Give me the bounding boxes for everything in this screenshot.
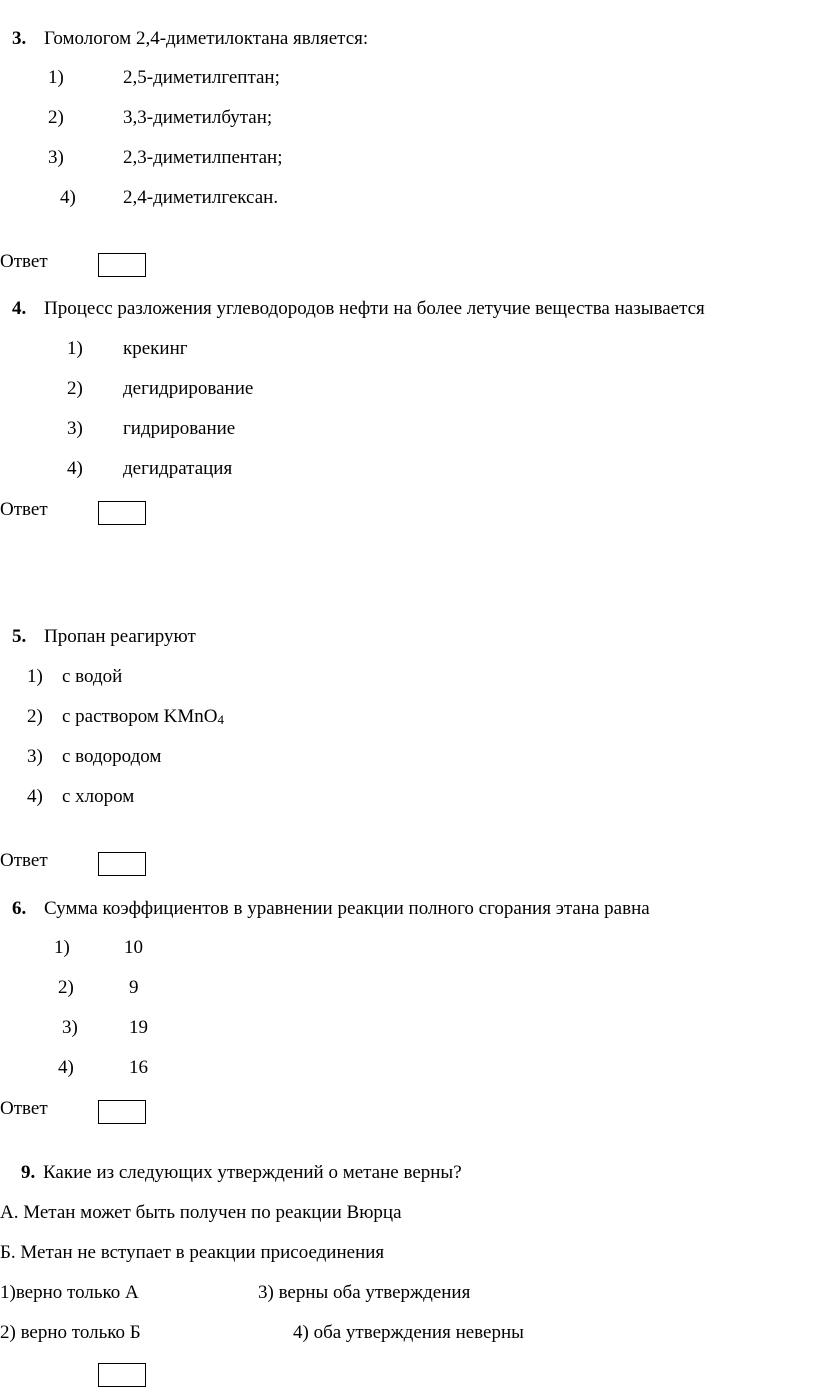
q4-option-3-text: гидрирование: [123, 418, 236, 439]
q9-text: Какие из следующих утверждений о метане верны?: [43, 1162, 462, 1183]
q3-text: Гомологом 2,4-диметилоктана является:: [44, 28, 369, 49]
q6-option-4-text: 16: [129, 1057, 148, 1078]
q5-option-2-text: с раствором KMnO$_4$: [62, 706, 224, 727]
q4-option-2-text: дегидрирование: [123, 378, 254, 399]
q9-answer-box[interactable]: [98, 1363, 146, 1387]
q3-option-3-text: 2,3-диметилпентан;: [123, 147, 283, 168]
q9-statement-b: Б. Метан не вступает в реакции присоединения: [0, 1242, 385, 1263]
q5-text: Пропан реагируют: [44, 626, 196, 647]
q6-option-1-num: 1): [54, 937, 70, 958]
q3-option-1-num: 1): [48, 67, 64, 88]
q3-answer-label: Ответ: [0, 251, 48, 272]
q6-option-2-num: 2): [58, 977, 74, 998]
q9-option-3: 3) верны оба утверждения: [258, 1282, 471, 1303]
q4-option-3-num: 3): [67, 418, 83, 439]
q3-number: 3.: [12, 28, 27, 49]
q3-option-3-num: 3): [48, 147, 64, 168]
q4-option-2-num: 2): [67, 378, 83, 399]
q6-number: 6.: [12, 898, 27, 919]
q6-option-4-num: 4): [58, 1057, 74, 1078]
q6-option-1-text: 10: [124, 937, 143, 958]
q5-option-1-text: с водой: [62, 666, 123, 687]
q4-answer-label: Ответ: [0, 499, 48, 520]
q5-option-1-num: 1): [27, 666, 43, 687]
q5-option-3-text: с водородом: [62, 746, 162, 767]
q3-option-1-text: 2,5-диметилгептан;: [123, 67, 280, 88]
q3-answer-box[interactable]: [98, 253, 146, 277]
q5-answer-box[interactable]: [98, 852, 146, 876]
q4-text: Процесс разложения углеводородов нефти на более летучие вещества называется: [44, 298, 705, 319]
q5-option-4-num: 4): [27, 786, 43, 807]
q9-number: 9.: [21, 1162, 36, 1183]
q3-option-2-num: 2): [48, 107, 64, 128]
q4-option-1-num: 1): [67, 338, 83, 359]
q4-option-4-text: дегидратация: [123, 458, 233, 479]
q9-option-4: 4) оба утверждения неверны: [293, 1322, 524, 1343]
q3-option-4-text: 2,4-диметилгексан.: [123, 187, 279, 208]
q9-statement-a: А. Метан может быть получен по реакции Вюрца: [0, 1202, 402, 1223]
q5-option-2-subscript: 4: [217, 712, 224, 727]
q6-answer-box[interactable]: [98, 1100, 146, 1124]
q9-option-1: 1)верно только А: [0, 1282, 139, 1303]
q6-option-3-text: 19: [129, 1017, 148, 1038]
q3-option-4-num: 4): [60, 187, 76, 208]
q4-answer-box[interactable]: [98, 501, 146, 525]
q9-option-2: 2) верно только Б: [0, 1322, 141, 1343]
q4-number: 4.: [12, 298, 27, 319]
q5-option-2-num: 2): [27, 706, 43, 727]
q5-answer-label: Ответ: [0, 850, 48, 871]
q5-number: 5.: [12, 626, 27, 647]
q4-option-1-text: крекинг: [123, 338, 188, 359]
q3-option-2-text: 3,3-диметилбутан;: [123, 107, 273, 128]
q5-option-3-num: 3): [27, 746, 43, 767]
q6-text: Сумма коэффициентов в уравнении реакции полного сгорания этана равна: [44, 898, 650, 919]
q6-answer-label: Ответ: [0, 1098, 48, 1119]
q4-option-4-num: 4): [67, 458, 83, 479]
q6-option-3-num: 3): [62, 1017, 78, 1038]
q5-option-4-text: с хлором: [62, 786, 135, 807]
q6-option-2-text: 9: [129, 977, 139, 998]
